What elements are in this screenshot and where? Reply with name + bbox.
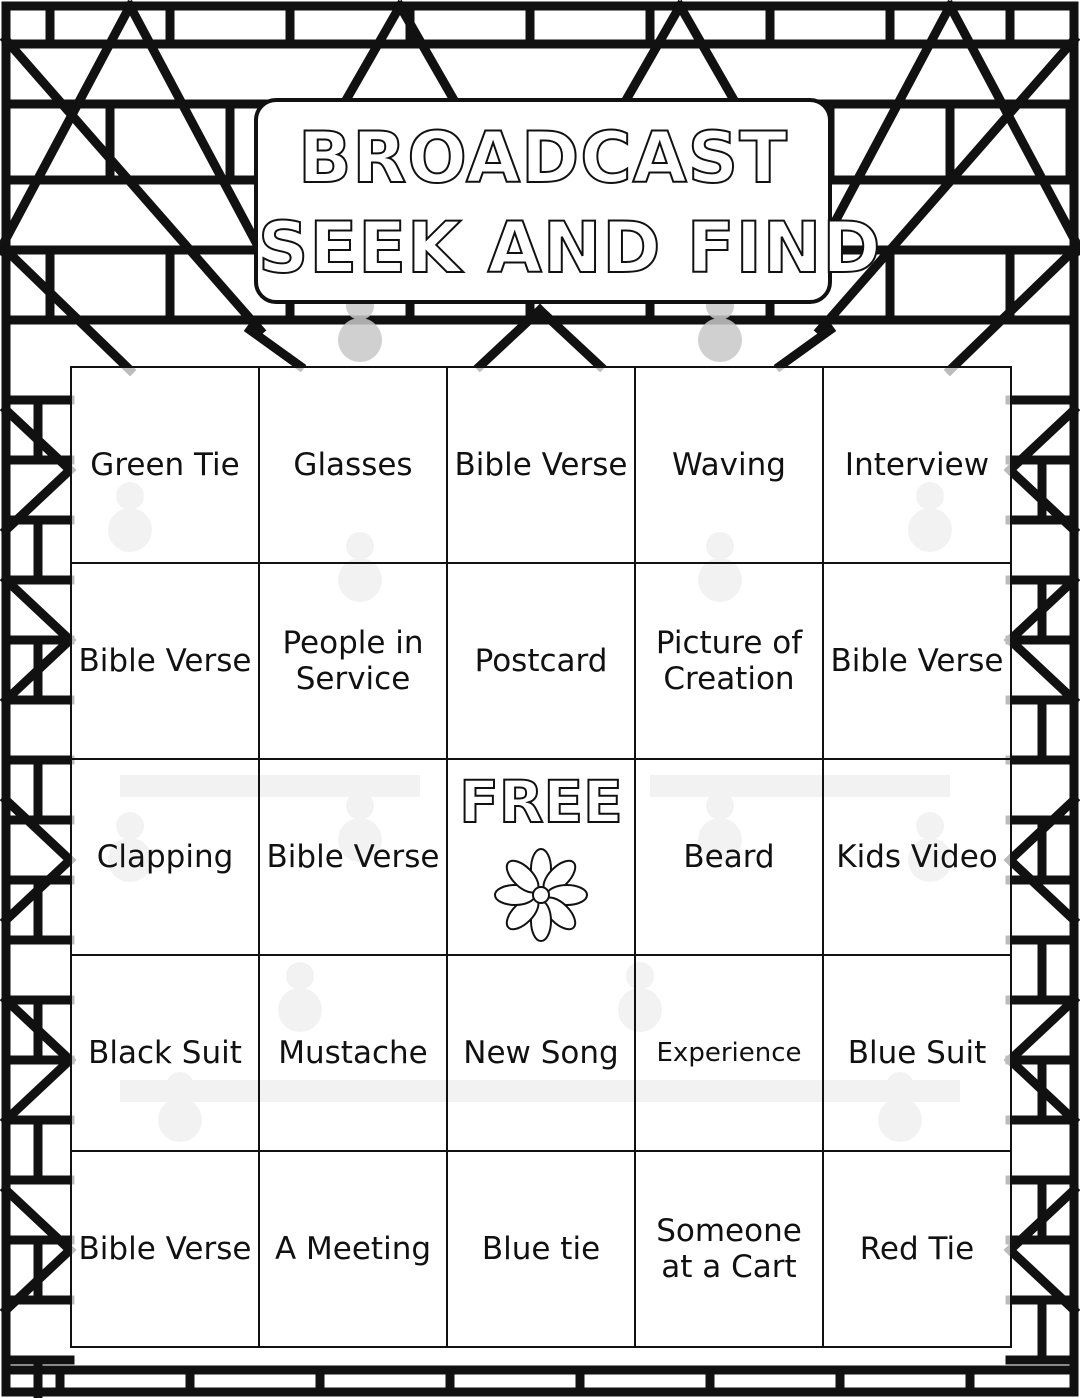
bingo-cell-r1-c4[interactable] — [634, 366, 824, 564]
title-banner — [254, 98, 882, 304]
bingo-cell-label: Postcard — [474, 643, 608, 679]
bingo-cell-label: Green Tie — [90, 447, 240, 483]
bingo-cell-label: New Song — [463, 1035, 619, 1071]
bingo-cell-r4-c2[interactable] — [258, 954, 448, 1152]
free-space — [459, 769, 623, 945]
bingo-cell-r2-c4[interactable] — [634, 562, 824, 760]
bingo-cell-r1-c3[interactable] — [446, 366, 636, 564]
bingo-cell-r3-c3[interactable] — [446, 758, 636, 956]
bingo-cell-label: Experience — [656, 1038, 802, 1068]
bingo-cell-r3-c5[interactable] — [822, 758, 1012, 956]
bingo-cell-label: Someone at a Cart — [656, 1213, 802, 1285]
bingo-cell-r5-c4[interactable] — [634, 1150, 824, 1348]
bingo-cell-label: Glasses — [293, 447, 413, 483]
bingo-cell-label: Bible Verse — [78, 1231, 252, 1267]
bingo-cell-label: Bible Verse — [830, 643, 1004, 679]
title-line-1: BROADCAST — [298, 117, 788, 199]
bingo-cell-label: Mustache — [278, 1035, 428, 1071]
bingo-cell-label: Kids Video — [836, 839, 998, 875]
bingo-cell-r2-c3[interactable] — [446, 562, 636, 760]
bingo-cell-r2-c5[interactable] — [822, 562, 1012, 760]
bingo-cell-label: A Meeting — [274, 1231, 432, 1267]
bingo-cell-r5-c5[interactable] — [822, 1150, 1012, 1348]
bingo-cell-r1-c5[interactable] — [822, 366, 1012, 564]
bingo-cell-r4-c1[interactable] — [70, 954, 260, 1152]
bingo-cell-r5-c2[interactable] — [258, 1150, 448, 1348]
bingo-cell-r1-c2[interactable] — [258, 366, 448, 564]
bingo-cell-r5-c3[interactable] — [446, 1150, 636, 1348]
bingo-cell-r3-c2[interactable] — [258, 758, 448, 956]
bingo-cell-label: Bible Verse — [266, 839, 440, 875]
bingo-cell-label: Red Tie — [859, 1231, 975, 1267]
bingo-cell-label: People in Service — [282, 625, 424, 697]
bingo-cell-r4-c4[interactable] — [634, 954, 824, 1152]
bingo-cell-r3-c4[interactable] — [634, 758, 824, 956]
bingo-cell-label: Bible Verse — [454, 447, 628, 483]
bingo-cell-label: Waving — [672, 447, 786, 483]
bingo-cell-label: Picture of Creation — [655, 625, 803, 697]
free-space-label: FREE — [459, 768, 623, 836]
bingo-cell-r2-c2[interactable] — [258, 562, 448, 760]
bingo-cell-label: Black Suit — [88, 1035, 242, 1071]
bingo-cell-label: Beard — [683, 839, 775, 875]
flower-icon — [491, 845, 591, 945]
bingo-cell-r4-c3[interactable] — [446, 954, 636, 1152]
bingo-grid — [70, 366, 1010, 1346]
bingo-cell-label: Bible Verse — [78, 643, 252, 679]
bingo-cell-r3-c1[interactable] — [70, 758, 260, 956]
bingo-cell-r4-c5[interactable] — [822, 954, 1012, 1152]
bingo-cell-r2-c1[interactable] — [70, 562, 260, 760]
bingo-cell-label: Blue Suit — [847, 1035, 987, 1071]
bingo-cell-label: Blue tie — [481, 1231, 601, 1267]
bingo-cell-label: Clapping — [96, 839, 234, 875]
title-line-2: SEEK AND FIND — [258, 207, 882, 289]
bingo-cell-label: Interview — [844, 447, 990, 483]
bingo-cell-r5-c1[interactable] — [70, 1150, 260, 1348]
bingo-cell-r1-c1[interactable] — [70, 366, 260, 564]
